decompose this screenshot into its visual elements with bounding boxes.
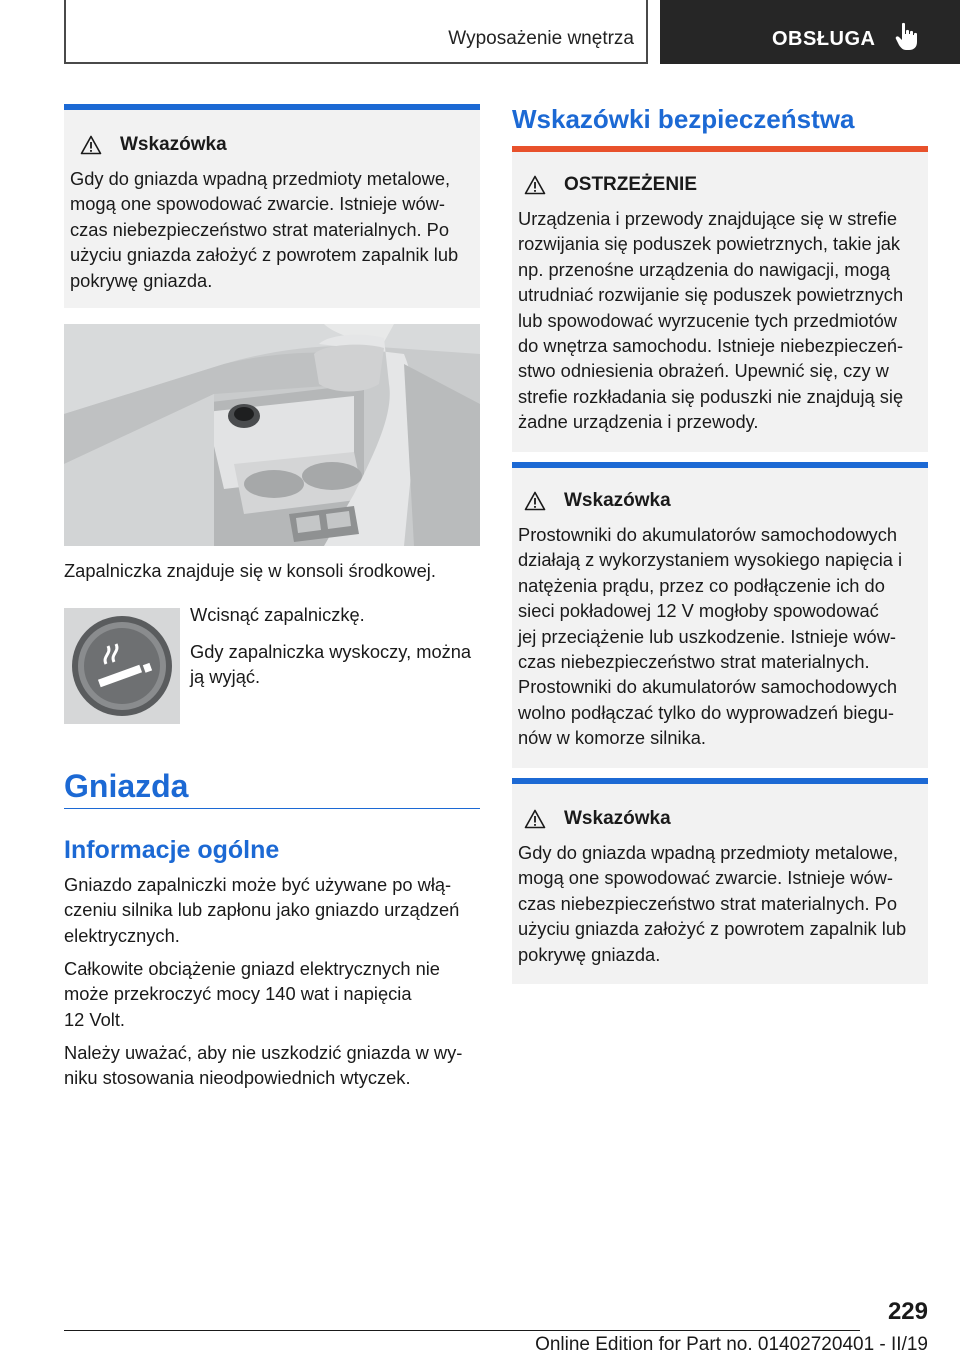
text-line: czas niebezpieczeństwo strat materialnych. bbox=[518, 651, 870, 673]
text-line: Gniazdo zapalniczki może być używane po włą- bbox=[64, 874, 452, 895]
text-line: niku stosowania nieodpowiednich wtyczek. bbox=[64, 1067, 411, 1089]
text-line: użyciu gniazda założyć z powrotem zapalnik lub bbox=[70, 244, 459, 266]
header-chapter-tab bbox=[660, 0, 960, 64]
text-line: Prostowniki do akumulatorów samochodowych bbox=[518, 524, 898, 545]
subheading-general-info: Informacje ogólne bbox=[64, 836, 280, 864]
section-heading-gniazda: Gniazda bbox=[64, 768, 189, 804]
text-line: stwo odniesienia obrażeń. Upewnić się, czy w bbox=[518, 360, 889, 382]
text-line: pokrywę gniazda. bbox=[518, 943, 661, 965]
notice-heading: Wskazówka bbox=[120, 134, 227, 155]
text-line: Prostowniki do akumulatorów samochodowych bbox=[518, 676, 898, 698]
text-line: nów w komorze silnika. bbox=[518, 727, 706, 749]
text-line: może przekroczyć mocy 140 wat i napięcia bbox=[64, 983, 412, 1005]
notice-body bbox=[518, 522, 920, 751]
instruction-remove bbox=[190, 639, 480, 690]
text-line: elektrycznych. bbox=[64, 924, 180, 946]
text-line: 12 Volt. bbox=[64, 1008, 125, 1030]
footer-edition: Online Edition for Part no. 01402720401 - II/19 bbox=[535, 1334, 928, 1355]
notice-bar bbox=[512, 778, 928, 784]
notice-box-bottom bbox=[512, 778, 928, 984]
text-line: czeniu silnika lub zapłonu jako gniazdo urządzeń bbox=[64, 899, 460, 921]
text-line: wolno podłączać tylko do wyprowadzeń biegu- bbox=[518, 701, 894, 723]
warning-body bbox=[518, 206, 920, 435]
notice-box-top bbox=[64, 104, 480, 308]
text-line: czas niebezpieczeństwo strat materialnych. Po bbox=[70, 218, 450, 240]
text-line: pokrywę gniazda. bbox=[70, 269, 213, 291]
warning-bar bbox=[512, 146, 928, 152]
text-line: żadne urządzenia i przewody. bbox=[518, 411, 759, 433]
notice-heading: Wskazówka bbox=[564, 808, 671, 829]
pointing-hand-icon bbox=[894, 22, 920, 52]
text-line: mogą one spowodować zwarcie. Istnieje wów- bbox=[70, 193, 445, 215]
text-line: mogą one spowodować zwarcie. Istnieje wów- bbox=[518, 867, 893, 889]
notice-body bbox=[518, 840, 920, 967]
warning-triangle-icon bbox=[524, 809, 546, 829]
text-line: rozwijania się poduszek powietrznych, takie jak bbox=[518, 233, 901, 255]
text-line: sieci pokładowej 12 V mogłoby spowodować bbox=[518, 600, 879, 622]
text-line: np. przenośne urządzenia do nawigacji, mogą bbox=[518, 258, 890, 280]
warning-triangle-icon bbox=[80, 135, 102, 155]
header-section-title: Wyposażenie wnętrza bbox=[448, 28, 634, 49]
text-line: użyciu gniazda założyć z powrotem zapalnik lub bbox=[518, 918, 907, 940]
cigarette-lighter-icon bbox=[64, 608, 180, 724]
caption-console: Zapalniczka znajduje się w konsoli środkowej. bbox=[64, 560, 436, 581]
paragraph-usage bbox=[64, 872, 484, 948]
text-line: utrudniać rozwijanie się poduszek powietrznych bbox=[518, 284, 904, 306]
text-line: ją wyjąć. bbox=[190, 666, 261, 688]
text-line: strefie rozkładania się poduszki nie znajdują się bbox=[518, 385, 904, 407]
notice-bar bbox=[512, 462, 928, 468]
notice-header bbox=[80, 134, 227, 156]
warning-header bbox=[524, 174, 697, 196]
header-section-box bbox=[64, 0, 648, 64]
warning-heading: OSTRZEŻENIE bbox=[564, 174, 698, 195]
paragraph-load-limit bbox=[64, 956, 484, 1032]
text-line: lub spowodować wyrzucenie tych przedmiotów bbox=[518, 309, 898, 331]
footer-rule bbox=[64, 1330, 860, 1331]
notice-heading: Wskazówka bbox=[564, 490, 671, 511]
text-line: natężenia prądu, przez co podłączenie ich do bbox=[518, 574, 885, 596]
text-line: Całkowite obciążenie gniazd elektrycznych nie bbox=[64, 958, 440, 979]
text-line: Gdy zapalniczka wyskoczy, można bbox=[190, 641, 472, 662]
text-line: Należy uważać, aby nie uszkodzić gniazda w wy- bbox=[64, 1042, 463, 1063]
notice-bar bbox=[64, 104, 480, 110]
text-line: Gdy do gniazda wpadną przedmioty metalowe, bbox=[70, 168, 451, 189]
section-heading-safety: Wskazówki bezpieczeństwa bbox=[512, 104, 855, 134]
page-number: 229 bbox=[887, 1298, 928, 1325]
notice-header bbox=[524, 808, 671, 830]
chapter-tab-label: OBSŁUGA bbox=[772, 28, 876, 50]
text-line: do wnętrza samochodu. Istnieje niebezpieczeń- bbox=[518, 335, 904, 357]
notice-box-charger bbox=[512, 462, 928, 768]
text-line: Urządzenia i przewody znajdujące się w strefie bbox=[518, 208, 898, 229]
text-line: działają z wykorzystaniem wysokiego napięcia i bbox=[518, 549, 903, 571]
notice-body bbox=[70, 166, 472, 293]
heading-rule bbox=[64, 808, 480, 809]
warning-box bbox=[512, 146, 928, 452]
text-line: Gdy do gniazda wpadną przedmioty metalowe, bbox=[518, 842, 899, 863]
text-line: czas niebezpieczeństwo strat materialnych. Po bbox=[518, 892, 898, 914]
paragraph-plug-warning bbox=[64, 1040, 484, 1091]
instruction-press: Wcisnąć zapalniczkę. bbox=[190, 604, 365, 625]
center-console-illustration bbox=[64, 324, 480, 546]
text-line: jej przeciążenie lub uszkodzenie. Istnieje wów- bbox=[518, 625, 897, 647]
warning-triangle-icon bbox=[524, 175, 546, 195]
notice-header bbox=[524, 490, 671, 512]
warning-triangle-icon bbox=[524, 491, 546, 511]
